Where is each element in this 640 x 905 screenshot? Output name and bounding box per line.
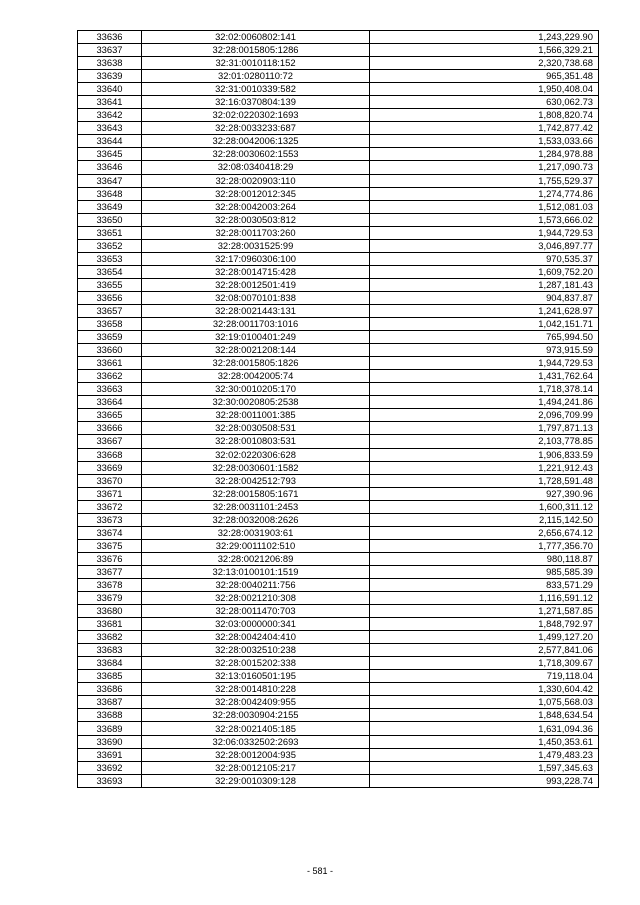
record-number-cell: 33646 xyxy=(78,161,142,174)
table-row xyxy=(78,761,599,774)
table-row xyxy=(78,422,599,435)
record-number-cell: 33658 xyxy=(78,318,142,331)
amount-cell: 2,115,142.50 xyxy=(370,513,599,526)
cadastral-number-cell: 32:28:0031903:61 xyxy=(142,526,370,539)
amount-cell: 2,577,841.06 xyxy=(370,644,599,657)
record-number-cell: 33636 xyxy=(78,31,142,44)
cadastral-number-cell: 32:28:0020903:110 xyxy=(142,174,370,187)
record-number-cell: 33645 xyxy=(78,148,142,161)
record-number-cell: 33675 xyxy=(78,539,142,552)
amount-cell: 1,944,729.53 xyxy=(370,226,599,239)
table-row xyxy=(78,644,599,657)
record-number-cell: 33687 xyxy=(78,696,142,709)
table-row xyxy=(78,383,599,396)
table-row xyxy=(78,57,599,70)
cadastral-number-cell: 32:28:0012501:419 xyxy=(142,278,370,291)
table-row xyxy=(78,500,599,513)
cadastral-number-cell: 32:29:0011102:510 xyxy=(142,539,370,552)
table-row xyxy=(78,631,599,644)
cadastral-number-cell: 32:13:0100101:1519 xyxy=(142,565,370,578)
cadastral-number-cell: 32:28:0014810:228 xyxy=(142,683,370,696)
table-row xyxy=(78,513,599,526)
table-row xyxy=(78,200,599,213)
table-row xyxy=(78,148,599,161)
table-row xyxy=(78,552,599,565)
cadastral-number-cell: 32:28:0021405:185 xyxy=(142,722,370,735)
record-number-cell: 33676 xyxy=(78,552,142,565)
amount-cell: 630,062.73 xyxy=(370,96,599,109)
record-number-cell: 33663 xyxy=(78,383,142,396)
table-row xyxy=(78,370,599,383)
amount-cell: 1,241,628.97 xyxy=(370,304,599,317)
table-row xyxy=(78,657,599,670)
amount-cell: 1,950,408.04 xyxy=(370,83,599,96)
table-row xyxy=(78,252,599,265)
table-row xyxy=(78,331,599,344)
cadastral-number-cell: 32:28:0031101:2453 xyxy=(142,500,370,513)
table-row xyxy=(78,278,599,291)
record-number-cell: 33653 xyxy=(78,252,142,265)
cadastral-number-cell: 32:28:0042005:74 xyxy=(142,370,370,383)
table-row xyxy=(78,265,599,278)
table-row xyxy=(78,474,599,487)
record-number-cell: 33670 xyxy=(78,474,142,487)
record-number-cell: 33679 xyxy=(78,592,142,605)
cadastral-number-cell: 32:28:0031525:99 xyxy=(142,239,370,252)
table-row xyxy=(78,748,599,761)
cadastral-number-cell: 32:02:0220306:628 xyxy=(142,448,370,461)
record-number-cell: 33673 xyxy=(78,513,142,526)
cadastral-number-cell: 32:28:0030601:1582 xyxy=(142,461,370,474)
record-number-cell: 33688 xyxy=(78,709,142,722)
record-number-cell: 33660 xyxy=(78,344,142,357)
record-number-cell: 33668 xyxy=(78,448,142,461)
record-number-cell: 33666 xyxy=(78,422,142,435)
record-number-cell: 33689 xyxy=(78,722,142,735)
table-row xyxy=(78,174,599,187)
record-number-cell: 33684 xyxy=(78,657,142,670)
table-row xyxy=(78,344,599,357)
record-number-cell: 33678 xyxy=(78,578,142,591)
table-row xyxy=(78,487,599,500)
table-body xyxy=(78,31,599,788)
cadastral-number-cell: 32:17:0960306:100 xyxy=(142,252,370,265)
cadastral-number-cell: 32:31:0010339:582 xyxy=(142,83,370,96)
table-row xyxy=(78,435,599,448)
cadastral-number-cell: 32:28:0012004:935 xyxy=(142,748,370,761)
cadastral-number-cell: 32:28:0042404:410 xyxy=(142,631,370,644)
table-row xyxy=(78,670,599,683)
cadastral-number-cell: 32:28:0015805:1286 xyxy=(142,44,370,57)
record-number-cell: 33671 xyxy=(78,487,142,500)
table-row xyxy=(78,592,599,605)
amount-cell: 3,046,897.77 xyxy=(370,239,599,252)
table-row xyxy=(78,213,599,226)
amount-cell: 1,512,081.03 xyxy=(370,200,599,213)
amount-cell: 1,742,877.42 xyxy=(370,122,599,135)
amount-cell: 927,390.96 xyxy=(370,487,599,500)
amount-cell: 2,656,674.12 xyxy=(370,526,599,539)
record-number-cell: 33656 xyxy=(78,291,142,304)
cadastral-number-cell: 32:30:0010205:170 xyxy=(142,383,370,396)
record-number-cell: 33662 xyxy=(78,370,142,383)
amount-cell: 1,330,604.42 xyxy=(370,683,599,696)
table-row xyxy=(78,396,599,409)
amount-cell: 1,600,311.12 xyxy=(370,500,599,513)
table-row xyxy=(78,96,599,109)
cadastral-number-cell: 32:28:0010803:531 xyxy=(142,435,370,448)
amount-cell: 1,755,529.37 xyxy=(370,174,599,187)
table-row xyxy=(78,722,599,735)
cadastral-number-cell: 32:30:0020805:2538 xyxy=(142,396,370,409)
record-number-cell: 33641 xyxy=(78,96,142,109)
record-number-cell: 33652 xyxy=(78,239,142,252)
amount-cell: 970,535.37 xyxy=(370,252,599,265)
cadastral-number-cell: 32:28:0011001:385 xyxy=(142,409,370,422)
amount-cell: 965,351.48 xyxy=(370,70,599,83)
table-row xyxy=(78,578,599,591)
record-number-cell: 33642 xyxy=(78,109,142,122)
amount-cell: 833,571.29 xyxy=(370,578,599,591)
amount-cell: 1,848,634.54 xyxy=(370,709,599,722)
cadastral-number-cell: 32:08:0070101:838 xyxy=(142,291,370,304)
table-row xyxy=(78,461,599,474)
amount-cell: 1,808,820.74 xyxy=(370,109,599,122)
record-number-cell: 33691 xyxy=(78,748,142,761)
table-row xyxy=(78,109,599,122)
cadastral-number-cell: 32:28:0042409:955 xyxy=(142,696,370,709)
record-number-cell: 33677 xyxy=(78,565,142,578)
record-number-cell: 33644 xyxy=(78,135,142,148)
amount-cell: 765,994.50 xyxy=(370,331,599,344)
record-number-cell: 33639 xyxy=(78,70,142,83)
cadastral-number-cell: 32:28:0042006:1325 xyxy=(142,135,370,148)
amount-cell: 1,533,033.66 xyxy=(370,135,599,148)
cadastral-number-cell: 32:28:0015805:1671 xyxy=(142,487,370,500)
cadastral-number-cell: 32:16:0370804:139 xyxy=(142,96,370,109)
cadastral-number-cell: 32:28:0011703:260 xyxy=(142,226,370,239)
record-number-cell: 33685 xyxy=(78,670,142,683)
table-row xyxy=(78,304,599,317)
amount-cell: 719,118.04 xyxy=(370,670,599,683)
table-row xyxy=(78,226,599,239)
amount-cell: 1,573,666.02 xyxy=(370,213,599,226)
record-number-cell: 33672 xyxy=(78,500,142,513)
amount-cell: 904,837.87 xyxy=(370,291,599,304)
record-number-cell: 33682 xyxy=(78,631,142,644)
amount-cell: 1,271,587.85 xyxy=(370,605,599,618)
amount-cell: 1,075,568.03 xyxy=(370,696,599,709)
cadastral-number-cell: 32:28:0030508:531 xyxy=(142,422,370,435)
table-row xyxy=(78,44,599,57)
cadastral-number-cell: 32:19:0100401:249 xyxy=(142,331,370,344)
amount-cell: 1,116,591.12 xyxy=(370,592,599,605)
amount-cell: 980,118.87 xyxy=(370,552,599,565)
cadastral-number-cell: 32:01:0280110:72 xyxy=(142,70,370,83)
table-row xyxy=(78,539,599,552)
amount-cell: 1,284,978.88 xyxy=(370,148,599,161)
record-number-cell: 33665 xyxy=(78,409,142,422)
cadastral-number-cell: 32:02:0220302:1693 xyxy=(142,109,370,122)
cadastral-number-cell: 32:28:0015202:338 xyxy=(142,657,370,670)
cadastral-number-cell: 32:28:0032510:238 xyxy=(142,644,370,657)
cadastral-number-cell: 32:28:0021210:308 xyxy=(142,592,370,605)
amount-cell: 1,287,181.43 xyxy=(370,278,599,291)
cadastral-number-cell: 32:28:0030602:1553 xyxy=(142,148,370,161)
amount-cell: 973,915.59 xyxy=(370,344,599,357)
amount-cell: 1,906,833.59 xyxy=(370,448,599,461)
table-row xyxy=(78,70,599,83)
amount-cell: 1,718,378.14 xyxy=(370,383,599,396)
table-row xyxy=(78,605,599,618)
record-number-cell: 33655 xyxy=(78,278,142,291)
amount-cell: 1,221,912.43 xyxy=(370,461,599,474)
amount-cell: 993,228.74 xyxy=(370,774,599,787)
amount-cell: 2,103,778.85 xyxy=(370,435,599,448)
cadastral-number-cell: 32:08:0340418:29 xyxy=(142,161,370,174)
record-number-cell: 33686 xyxy=(78,683,142,696)
cadastral-number-cell: 32:02:0060802:141 xyxy=(142,31,370,44)
record-number-cell: 33657 xyxy=(78,304,142,317)
amount-cell: 1,494,241.86 xyxy=(370,396,599,409)
cadastral-number-cell: 32:28:0012105:217 xyxy=(142,761,370,774)
table-row xyxy=(78,161,599,174)
cadastral-number-cell: 32:13:0160501:195 xyxy=(142,670,370,683)
amount-cell: 1,777,356.70 xyxy=(370,539,599,552)
table-row xyxy=(78,291,599,304)
cadastral-number-cell: 32:28:0021443:131 xyxy=(142,304,370,317)
table-row xyxy=(78,357,599,370)
amount-cell: 1,944,729.53 xyxy=(370,357,599,370)
amount-cell: 1,042,151.71 xyxy=(370,318,599,331)
cadastral-number-cell: 32:06:0332502:2693 xyxy=(142,735,370,748)
record-number-cell: 33693 xyxy=(78,774,142,787)
record-number-cell: 33651 xyxy=(78,226,142,239)
amount-cell: 1,797,871.13 xyxy=(370,422,599,435)
amount-cell: 1,243,229.90 xyxy=(370,31,599,44)
cadastral-number-cell: 32:28:0033233:687 xyxy=(142,122,370,135)
cadastral-number-cell: 32:28:0030904:2155 xyxy=(142,709,370,722)
record-number-cell: 33667 xyxy=(78,435,142,448)
table-row xyxy=(78,83,599,96)
table-row xyxy=(78,122,599,135)
record-number-cell: 33683 xyxy=(78,644,142,657)
amount-cell: 1,450,353.61 xyxy=(370,735,599,748)
record-number-cell: 33664 xyxy=(78,396,142,409)
record-number-cell: 33674 xyxy=(78,526,142,539)
cadastral-value-table xyxy=(77,30,599,788)
table-row xyxy=(78,709,599,722)
record-number-cell: 33643 xyxy=(78,122,142,135)
record-number-cell: 33648 xyxy=(78,187,142,200)
record-number-cell: 33640 xyxy=(78,83,142,96)
record-number-cell: 33661 xyxy=(78,357,142,370)
amount-cell: 1,728,591.48 xyxy=(370,474,599,487)
table-row xyxy=(78,409,599,422)
table-row xyxy=(78,187,599,200)
cadastral-number-cell: 32:28:0012012:345 xyxy=(142,187,370,200)
amount-cell: 1,609,752.20 xyxy=(370,265,599,278)
record-number-cell: 33680 xyxy=(78,605,142,618)
cadastral-number-cell: 32:28:0021206:89 xyxy=(142,552,370,565)
table-row xyxy=(78,774,599,787)
record-number-cell: 33650 xyxy=(78,213,142,226)
amount-cell: 1,566,329.21 xyxy=(370,44,599,57)
record-number-cell: 33692 xyxy=(78,761,142,774)
amount-cell: 1,479,483.23 xyxy=(370,748,599,761)
cadastral-number-cell: 32:28:0014715:428 xyxy=(142,265,370,278)
cadastral-number-cell: 32:28:0042003:264 xyxy=(142,200,370,213)
table-row xyxy=(78,683,599,696)
table-row xyxy=(78,135,599,148)
record-number-cell: 33647 xyxy=(78,174,142,187)
amount-cell: 1,631,094.36 xyxy=(370,722,599,735)
table-row xyxy=(78,696,599,709)
cadastral-number-cell: 32:28:0011703:1016 xyxy=(142,318,370,331)
cadastral-number-cell: 32:03:0000000:341 xyxy=(142,618,370,631)
amount-cell: 2,096,709.99 xyxy=(370,409,599,422)
table-row xyxy=(78,526,599,539)
record-number-cell: 33637 xyxy=(78,44,142,57)
amount-cell: 1,848,792.97 xyxy=(370,618,599,631)
amount-cell: 985,585.39 xyxy=(370,565,599,578)
amount-cell: 1,718,309.67 xyxy=(370,657,599,670)
record-number-cell: 33654 xyxy=(78,265,142,278)
cadastral-number-cell: 32:28:0021208:144 xyxy=(142,344,370,357)
record-number-cell: 33638 xyxy=(78,57,142,70)
cadastral-number-cell: 32:28:0030503:812 xyxy=(142,213,370,226)
amount-cell: 1,597,345.63 xyxy=(370,761,599,774)
amount-cell: 1,499,127.20 xyxy=(370,631,599,644)
amount-cell: 1,274,774.86 xyxy=(370,187,599,200)
cadastral-number-cell: 32:28:0040211:756 xyxy=(142,578,370,591)
record-number-cell: 33659 xyxy=(78,331,142,344)
cadastral-number-cell: 32:31:0010118:152 xyxy=(142,57,370,70)
table-row xyxy=(78,318,599,331)
cadastral-number-cell: 32:28:0011470:703 xyxy=(142,605,370,618)
table-row xyxy=(78,448,599,461)
cadastral-number-cell: 32:28:0032008:2626 xyxy=(142,513,370,526)
amount-cell: 2,320,738.68 xyxy=(370,57,599,70)
amount-cell: 1,431,762.64 xyxy=(370,370,599,383)
table-row xyxy=(78,565,599,578)
table-row xyxy=(78,239,599,252)
table-row xyxy=(78,31,599,44)
record-number-cell: 33681 xyxy=(78,618,142,631)
cadastral-number-cell: 32:28:0042512:793 xyxy=(142,474,370,487)
table-row xyxy=(78,618,599,631)
table-row xyxy=(78,735,599,748)
record-number-cell: 33669 xyxy=(78,461,142,474)
record-number-cell: 33690 xyxy=(78,735,142,748)
amount-cell: 1,217,090.73 xyxy=(370,161,599,174)
cadastral-number-cell: 32:29:0010309:128 xyxy=(142,774,370,787)
cadastral-number-cell: 32:28:0015805:1826 xyxy=(142,357,370,370)
page-number: - 581 - xyxy=(306,866,333,876)
record-number-cell: 33649 xyxy=(78,200,142,213)
